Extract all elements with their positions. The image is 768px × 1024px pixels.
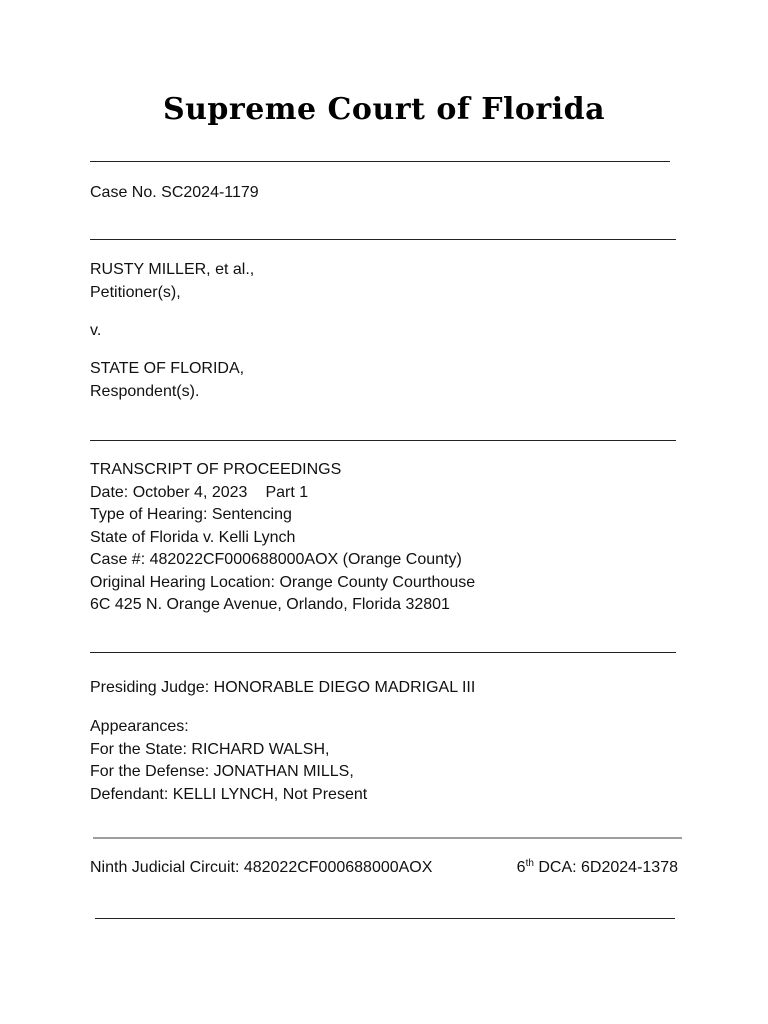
footer-case-numbers — [90, 857, 678, 879]
presiding-judge: Presiding Judge: HONORABLE DIEGO MADRIGAL III — [90, 679, 476, 696]
appearances-heading: Appearances: — [90, 718, 189, 735]
divider — [95, 918, 675, 919]
case-style: State of Florida v. Kelli Lynch — [90, 529, 296, 546]
divider — [90, 652, 676, 653]
dca-ordinal-suffix: th — [525, 858, 534, 869]
dca-ordinal-number: 6 — [516, 859, 526, 876]
appearance-defense: For the Defense: JONATHAN MILLS, — [90, 763, 354, 780]
transcript-part: Part 1 — [265, 484, 309, 501]
transcript-date: Date: October 4, 2023 — [90, 484, 248, 501]
petitioner-name: RUSTY MILLER, et al., — [90, 261, 255, 278]
versus: v. — [90, 322, 102, 339]
divider — [93, 837, 682, 839]
dca-case-number — [517, 857, 678, 879]
appearance-defendant: Defendant: KELLI LYNCH, Not Present — [90, 786, 368, 803]
divider — [90, 161, 670, 162]
petitioner-role: Petitioner(s), — [90, 284, 181, 301]
hearing-type: Type of Hearing: Sentencing — [90, 506, 292, 523]
hearing-address: 6C 425 N. Orange Avenue, Orlando, Florida 32801 — [90, 596, 450, 613]
divider — [90, 239, 676, 240]
court-title: Supreme Court of Florida — [162, 92, 606, 127]
respondent-role: Respondent(s). — [90, 383, 200, 400]
transcript-heading: TRANSCRIPT OF PROCEEDINGS — [90, 461, 342, 478]
dca-value: DCA: 6D2024-1378 — [538, 859, 678, 876]
divider — [90, 440, 676, 441]
respondent-name: STATE OF FLORIDA, — [90, 360, 245, 377]
lower-case-number: Case #: 482022CF000688000AOX (Orange County) — [90, 551, 462, 568]
case-number: Case No. SC2024-1179 — [90, 184, 259, 201]
transcript-date-line — [90, 482, 308, 504]
circuit-case-number: Ninth Judicial Circuit: 482022CF000688000AOX — [90, 859, 433, 876]
hearing-location: Original Hearing Location: Orange County Courthouse — [90, 574, 476, 591]
appearance-state: For the State: RICHARD WALSH, — [90, 741, 330, 758]
